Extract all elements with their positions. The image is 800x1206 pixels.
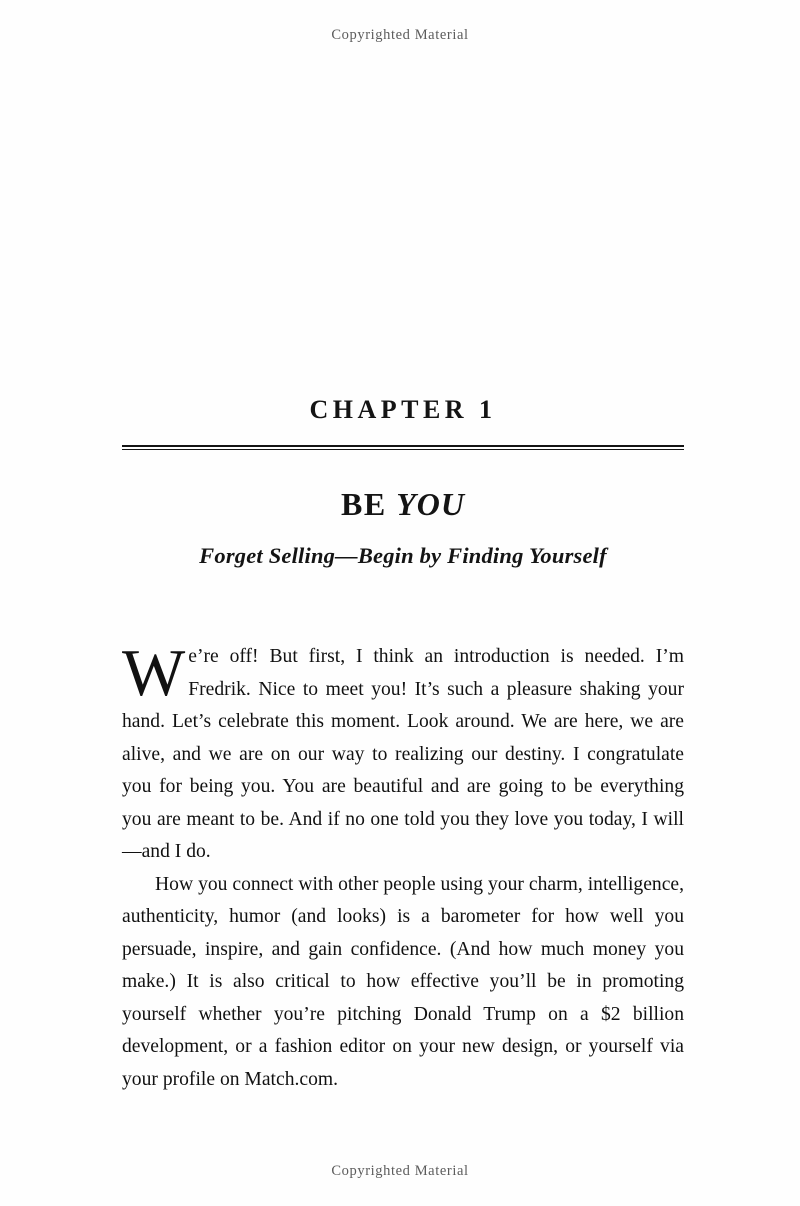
chapter-body [122, 636, 684, 1096]
chapter-title-emphasis: YOU [396, 486, 465, 522]
chapter-content [122, 395, 684, 1096]
divider-rule-thin [122, 449, 684, 450]
body-paragraph-1-text: e’re off! But first, I think an introduction is needed. I’m Fredrik. Nice to meet you! It’s such a pleasure shaking your hand. Let’s celebrate this moment. Look around. We are here, we are alive, and we are on our way to realizing our destiny. I congratulate you for being you. You are beautiful and are going to be everything you are meant to be. And if no one told you they love you today, I will—and I do. [122, 646, 684, 862]
chapter-title [122, 480, 684, 523]
body-paragraph-2: How you connect with other people using your charm, intelligence, authenticity, humor (and looks) is a barometer for how well you persuade, inspire, and gain confidence. (And how much money you make.) It is also critical to how effective you’ll be in promoting yourself whether you’re pitching Donald Trump on a $2 billion development, or a fashion editor on your new design, or yourself via your profile on Match.com. [122, 873, 684, 1090]
chapter-number-heading: CHAPTER 1 [309, 395, 497, 424]
body-paragraph-1 [122, 636, 684, 869]
copyright-watermark-bottom: Copyrighted Material [331, 1163, 469, 1179]
copyright-watermark-top: Copyrighted Material [331, 27, 469, 43]
chapter-subtitle: Forget Selling—Begin by Finding Yourself [199, 543, 607, 568]
divider-rule-thick [122, 445, 684, 447]
drop-cap-letter: W [122, 636, 186, 710]
chapter-title-plain: BE [341, 486, 397, 522]
chapter-divider-rules [122, 445, 684, 450]
